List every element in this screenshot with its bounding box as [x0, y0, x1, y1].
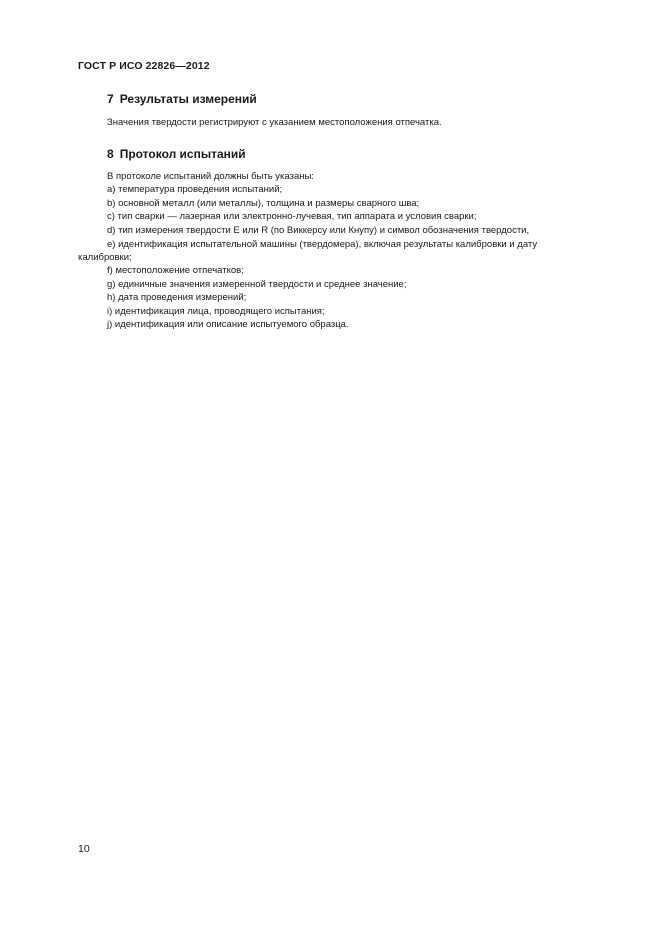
list-item-e-continuation: калибровки; — [78, 252, 132, 263]
list-item-e: e) идентификация испытательной машины (твердомера), включая результаты калибровки и дату — [107, 239, 538, 250]
section-8-intro: В протоколе испытаний должны быть указаны: — [107, 171, 314, 182]
list-item-b: b) основной металл (или металлы), толщина и размеры сварного шва; — [107, 198, 420, 209]
section-7-title: Результаты измерений — [119, 92, 257, 106]
list-item-g: g) единичные значения измеренной твердости и среднее значение; — [107, 279, 407, 290]
section-7-text: Значения твердости регистрируют с указанием местоположения отпечатка. — [107, 117, 442, 128]
list-item-c: c) тип сварки — лазерная или электронно-лучевая, тип аппарата и условия сварки; — [107, 211, 477, 222]
list-item-a: a) температура проведения испытаний; — [107, 184, 283, 195]
section-8-heading — [107, 147, 246, 161]
list-item-i: i) идентификация лица, проводящего испытания; — [107, 306, 325, 317]
list-item-h: h) дата проведения измерений; — [107, 292, 247, 303]
section-7-heading — [107, 92, 257, 106]
document-header: ГОСТ Р ИСО 22826—2012 — [78, 60, 210, 72]
section-8-title: Протокол испытаний — [119, 147, 246, 161]
list-item-j: j) идентификация или описание испытуемого образца. — [107, 319, 349, 330]
list-item-f: f) местоположение отпечатков; — [107, 265, 244, 276]
list-item-d: d) тип измерения твердости E или R (по Виккерсу или Кнупу) и символ обозначения твердости, — [107, 225, 530, 236]
section-7-number: 7 — [107, 92, 114, 106]
section-8-number: 8 — [107, 147, 114, 161]
page-number: 10 — [78, 843, 90, 855]
